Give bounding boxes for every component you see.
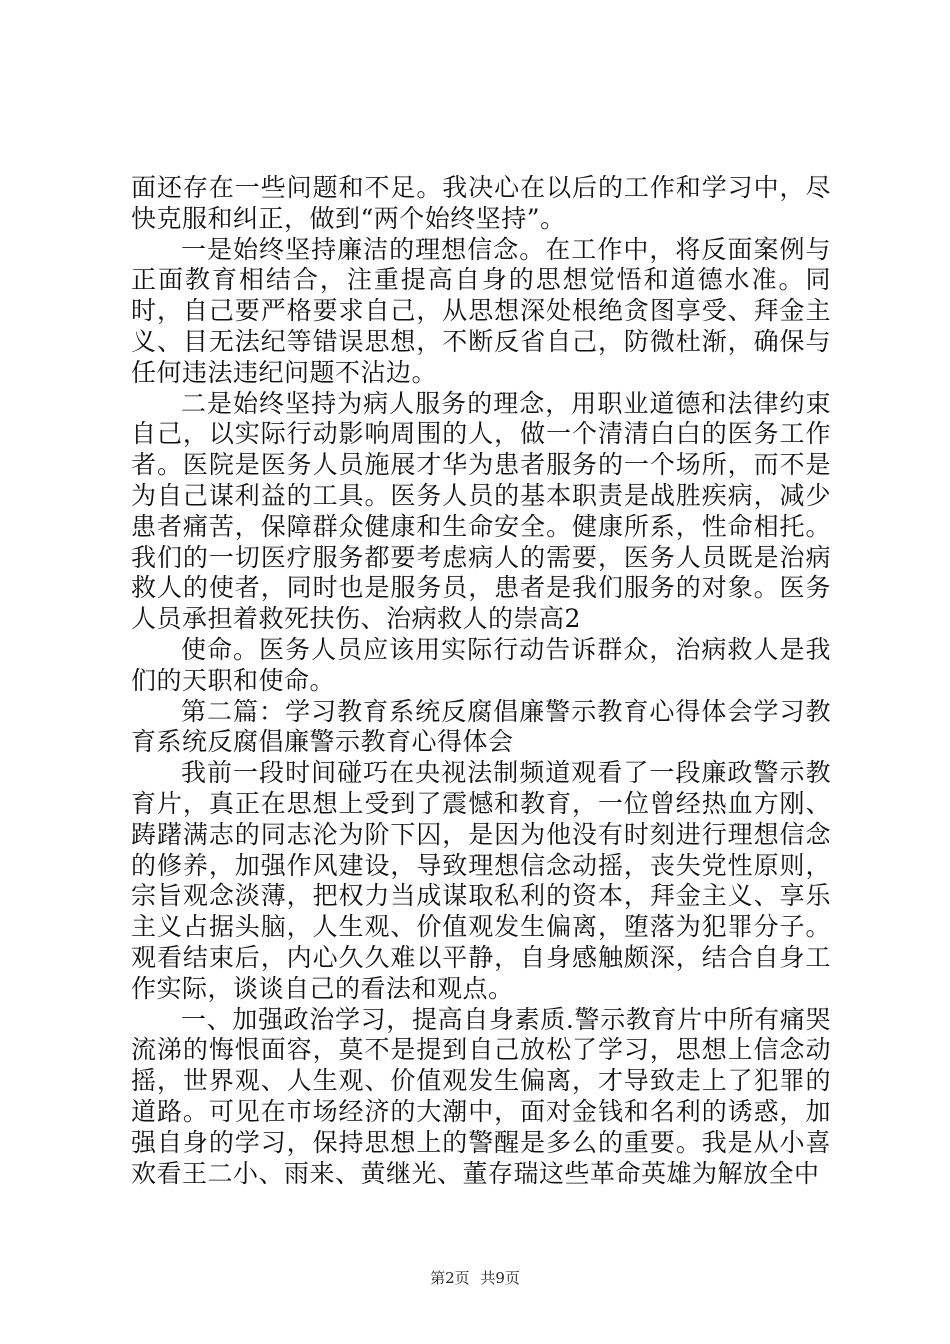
section-heading: 第二篇：学习教育系统反腐倡廉警示教育心得体会学习教育系统反腐倡廉警示教育心得体会 <box>131 696 831 757</box>
paragraph-6: 一、加强政治学习，提高自身素质.警示教育片中所有痛哭流涕的悔恨面容，莫不是提到自己放松了学习，思想上信念动摇，世界观、人生观、价值观发生偏离，才导致走上了犯罪的道路。可见在市场经济的大潮中，面对金钱和名利的诱惑，加强自身的学习，保持思想上的警醒是多么的重要。我是从小喜欢看王二小、雨来、黄继光、董存瑞这些革命英雄为解放全中 <box>131 1004 831 1188</box>
paragraph-3: 二是始终坚持为病人服务的理念，用职业道德和法律约束自己，以实际行动影响周围的人，做一个清清白白的医务工作者。医院是医务人员施展才华为患者服务的一个场所，而不是为自己谋利益的工具。医务人员的基本职责是战胜疾病，减少患者痛苦，保障群众健康和生命安全。健康所系，性命相托。我们的一切医疗服务都要考虑病人的需要，医务人员既是治病救人的使者，同时也是服务员，患者是我们服务的对象。医务人员承担着救死扶伤、治病救人的崇高2 <box>131 388 831 634</box>
paragraph-4: 使命。医务人员应该用实际行动告诉群众，治病救人是我们的天职和使命。 <box>131 634 831 695</box>
document-body <box>131 173 831 1189</box>
page-number: 第2页 <box>430 1269 470 1287</box>
paragraph-2: 一是始终坚持廉洁的理想信念。在工作中，将反面案例与正面教育相结合，注重提高自身的思想觉悟和道德水准。同时，自己要严格要求自己，从思想深处根绝贪图享受、拜金主义、目无法纪等错误思想，不断反省自己，防微杜渐，确保与任何违法违纪问题不沾边。 <box>131 234 831 387</box>
page-footer <box>0 1267 950 1288</box>
paragraph-1: 面还存在一些问题和不足。我决心在以后的工作和学习中，尽快克服和纠正，做到“两个始终坚持”。 <box>131 173 831 233</box>
page-total: 共9页 <box>480 1269 520 1287</box>
paragraph-5: 我前一段时间碰巧在央视法制频道观看了一段廉政警示教育片，真正在思想上受到了震憾和教育，一位曾经热血方刚、踌躇满志的同志沦为阶下囚，是因为他没有时刻进行理想信念的修养，加强作风建设，导致理想信念动摇，丧失党性原则，宗旨观念淡薄，把权力当成谋取私利的资本，拜金主义、享乐主义占据头脑，人生观、价值观发生偏离，堕落为犯罪分子。观看结束后，内心久久难以平静，自身感触颇深，结合自身工作实际，谈谈自己的看法和观点。 <box>131 758 831 1003</box>
